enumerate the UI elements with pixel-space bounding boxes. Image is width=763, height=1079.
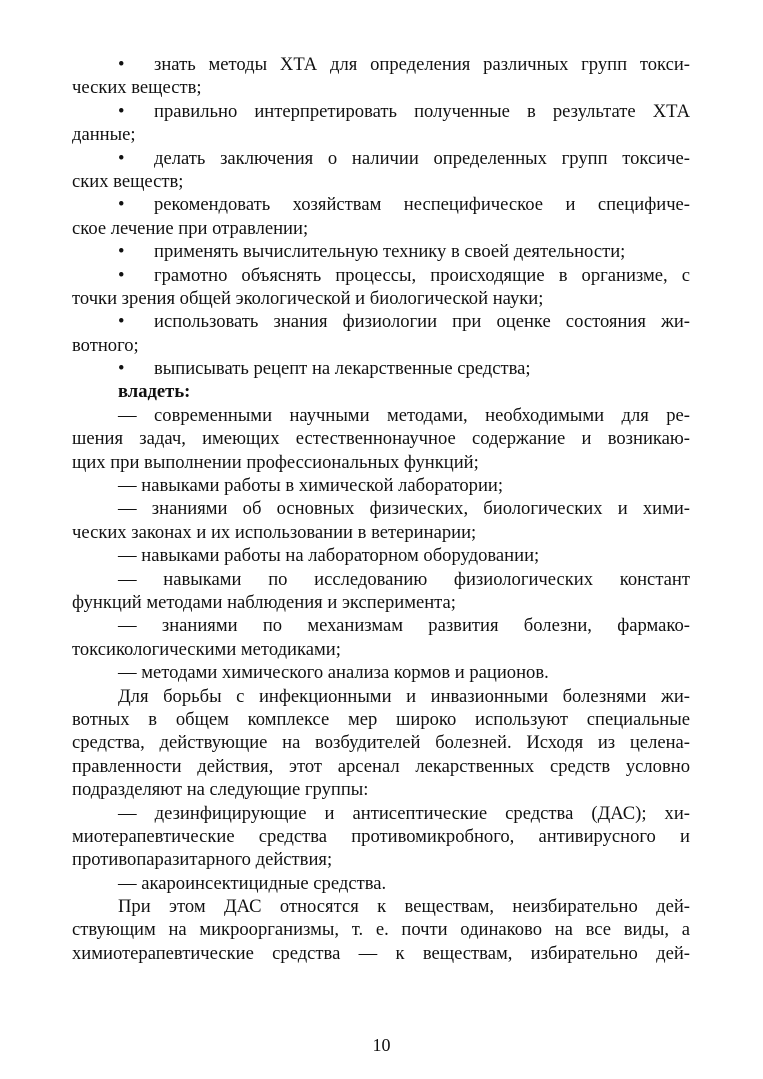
dash-line: — методами химического анализа кормов и рационов. <box>118 662 549 684</box>
bullet-line: • грамотно объяснять процессы, происходящие в организме, с <box>118 264 690 286</box>
bullet-item <box>72 264 690 311</box>
bullet-line: вотного; <box>72 334 139 356</box>
paragraph <box>72 895 690 965</box>
paragraph-line: Для борьбы с инфекционными и инвазионными болезнями жи- <box>118 685 690 707</box>
paragraph-line: правленности действия, этот арсенал лекарственных средств условно <box>72 755 690 777</box>
bullet-icon: • <box>118 194 125 216</box>
bullet-item <box>72 147 690 194</box>
bullet-line: • делать заключения о наличии определенных групп токсиче- <box>118 147 690 169</box>
bullet-line: данные; <box>72 124 136 146</box>
section-heading: владеть: <box>118 381 191 403</box>
dash-item <box>72 474 690 497</box>
page-number: 10 <box>372 1035 391 1055</box>
dash-line: токсикологическими методиками; <box>72 638 341 660</box>
bullet-icon: • <box>118 241 125 263</box>
dash-line: — дезинфицирующие и антисептические средства (ДАС); хи- <box>118 802 690 824</box>
bullet-item <box>72 100 690 147</box>
bullet-line: • применять вычислительную технику в своей деятельности; <box>118 241 626 263</box>
bullet-icon: • <box>118 147 125 169</box>
bullet-item <box>72 193 690 240</box>
dash-line: — навыками по исследованию физиологических констант <box>118 568 690 590</box>
bullet-icon: • <box>118 100 125 122</box>
dash-item <box>72 802 690 872</box>
dash-line: — навыками работы на лабораторном оборудовании; <box>118 545 540 567</box>
dash-line: — знаниями по механизмам развития болезни, фармако- <box>118 615 690 637</box>
bullet-line: • выписывать рецепт на лекарственные средства; <box>118 358 531 380</box>
paragraph-line: ствующим на микроорганизмы, т. е. почти одинаково на все виды, а <box>72 919 690 941</box>
bullet-line: ских веществ; <box>72 170 184 192</box>
bullet-icon: • <box>118 358 125 380</box>
paragraph <box>72 685 690 802</box>
dash-line: — современными научными методами, необходимыми для ре- <box>118 404 690 426</box>
dash-line: функций методами наблюдения и эксперимента; <box>72 591 456 613</box>
bullet-item <box>72 53 690 100</box>
bullet-icon: • <box>118 264 125 286</box>
dash-line: щих при выполнении профессиональных функций; <box>72 451 479 473</box>
bullet-line: • рекомендовать хозяйствам неспецифическое и специфиче- <box>118 194 690 216</box>
paragraph-line: химиотерапевтические средства — к веществам, избирательно дей- <box>72 942 690 964</box>
dash-line: ческих законах и их использовании в ветеринарии; <box>72 521 477 543</box>
dash-item <box>72 544 690 567</box>
dash-item <box>72 404 690 474</box>
bullet-item <box>72 240 690 263</box>
bullet-line: • правильно интерпретировать полученные в результате ХТА <box>118 100 690 122</box>
dash-line: — знаниями об основных физических, биологических и хими- <box>118 498 690 520</box>
dash-line: шения задач, имеющих естественнонаучное содержание и возникаю- <box>72 428 690 450</box>
bullet-line: точки зрения общей экологической и биологической науки; <box>72 287 544 309</box>
dash-item <box>72 661 690 684</box>
page-body <box>72 53 690 965</box>
bullet-item <box>72 310 690 357</box>
paragraph-line: вотных в общем комплексе мер широко используют специальные <box>72 708 690 730</box>
bullet-line: • знать методы ХТА для определения различных групп токси- <box>118 54 690 75</box>
paragraph-line: подразделяют на следующие группы: <box>72 779 369 801</box>
bullet-item <box>72 357 690 380</box>
paragraph-line: При этом ДАС относятся к веществам, неизбирательно дей- <box>118 896 690 918</box>
dash-line: — навыками работы в химической лаборатории; <box>118 475 504 497</box>
bullet-icon: • <box>118 311 125 333</box>
dash-item <box>72 568 690 615</box>
dash-item <box>72 497 690 544</box>
bullet-line: • использовать знания физиологии при оценке состояния жи- <box>118 311 690 333</box>
bullet-line: ское лечение при отравлении; <box>72 217 309 239</box>
paragraph-line: средства, действующие на возбудителей болезней. Исходя из целена- <box>72 732 690 754</box>
dash-line: — акароинсектицидные средства. <box>118 872 387 894</box>
dash-item <box>72 614 690 661</box>
bullet-icon: • <box>118 54 125 75</box>
bullet-line: ческих веществ; <box>72 77 202 99</box>
dash-line: противопаразитарного действия; <box>72 849 333 871</box>
dash-item <box>72 872 690 895</box>
dash-line: миотерапевтические средства противомикробного, антивирусного и <box>72 825 690 847</box>
